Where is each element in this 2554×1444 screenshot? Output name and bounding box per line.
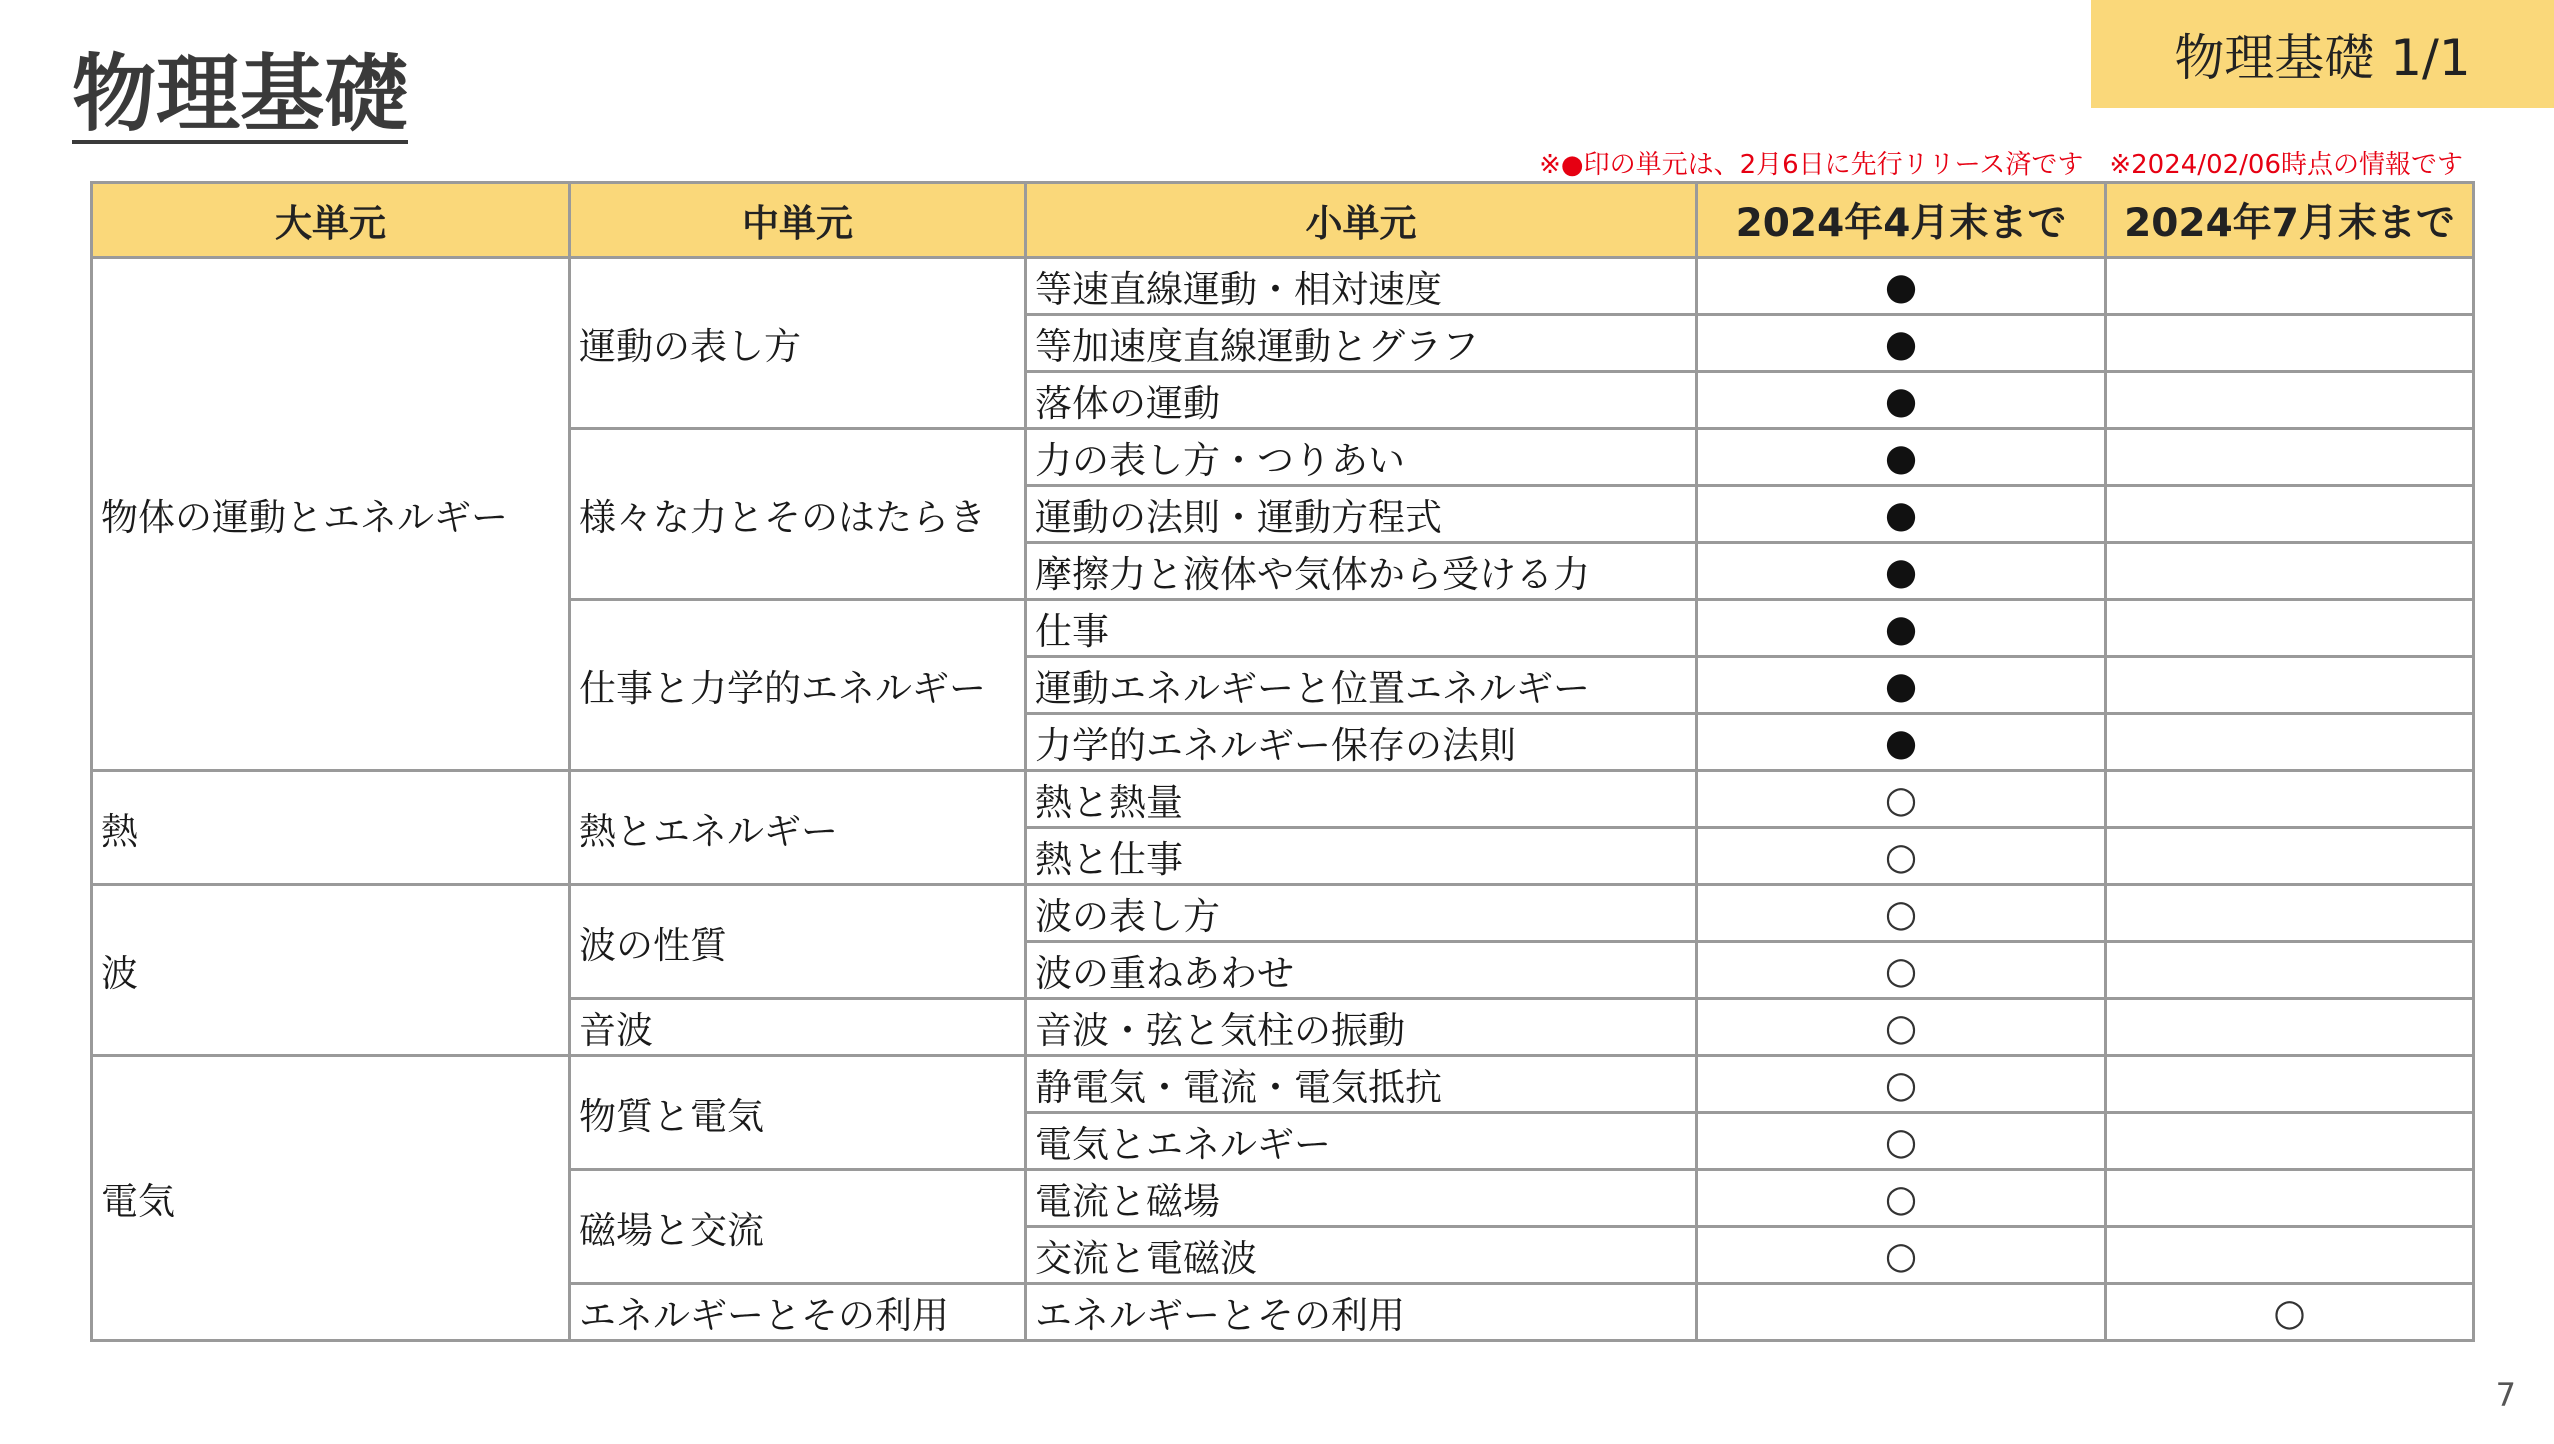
header-large-unit: 大単元 [92,183,570,258]
small-unit-cell: 摩擦力と液体や気体から受ける力 [1026,543,1697,600]
april-mark: ● [1697,714,2106,771]
april-mark: ● [1697,486,2106,543]
july-mark [2106,1170,2474,1227]
page-title: 物理基礎 [72,45,409,143]
april-mark: ● [1697,543,2106,600]
small-unit-cell: 電流と磁場 [1026,1170,1697,1227]
release-note: ※●印の単元は、2月6日に先行リリース済です ※2024/02/06時点の情報です [1539,150,2463,180]
july-mark [2106,258,2474,315]
table-row [92,258,2474,315]
small-unit-cell: 仕事 [1026,600,1697,657]
july-mark [2106,315,2474,372]
april-mark: ● [1697,258,2106,315]
unit-table [90,181,2475,1342]
medium-unit-cell: 磁場と交流 [570,1170,1026,1284]
april-mark: ● [1697,315,2106,372]
july-mark [2106,486,2474,543]
large-unit-cell: 物体の運動とエネルギー [92,258,570,771]
april-mark: ● [1697,372,2106,429]
july-mark: ○ [2106,1284,2474,1341]
july-mark [2106,1113,2474,1170]
large-unit-cell: 電気 [92,1056,570,1341]
april-mark: ○ [1697,1170,2106,1227]
large-unit-cell: 熱 [92,771,570,885]
small-unit-cell: 音波・弦と気柱の振動 [1026,999,1697,1056]
april-mark: ● [1697,600,2106,657]
header-medium-unit: 中単元 [570,183,1026,258]
small-unit-cell: 等加速度直線運動とグラフ [1026,315,1697,372]
medium-unit-cell: 運動の表し方 [570,258,1026,429]
april-mark: ○ [1697,1227,2106,1284]
july-mark [2106,429,2474,486]
july-mark [2106,600,2474,657]
april-mark: ○ [1697,828,2106,885]
april-mark: ○ [1697,885,2106,942]
header-april: 2024年4月末まで [1697,183,2106,258]
small-unit-cell: 熱と熱量 [1026,771,1697,828]
july-mark [2106,543,2474,600]
small-unit-cell: 波の重ねあわせ [1026,942,1697,999]
page-number: 7 [2495,1376,2516,1414]
table-row [92,771,2474,828]
april-mark: ○ [1697,771,2106,828]
april-mark: ○ [1697,1056,2106,1113]
medium-unit-cell: エネルギーとその利用 [570,1284,1026,1341]
april-mark: ○ [1697,942,2106,999]
table-row [92,1056,2474,1113]
april-mark [1697,1284,2106,1341]
july-mark [2106,657,2474,714]
july-mark [2106,885,2474,942]
small-unit-cell: 運動エネルギーと位置エネルギー [1026,657,1697,714]
april-mark: ● [1697,429,2106,486]
medium-unit-cell: 波の性質 [570,885,1026,999]
july-mark [2106,828,2474,885]
medium-unit-cell: 様々な力とそのはたらき [570,429,1026,600]
small-unit-cell: 交流と電磁波 [1026,1227,1697,1284]
header-july: 2024年7月末まで [2106,183,2474,258]
small-unit-cell: 落体の運動 [1026,372,1697,429]
small-unit-cell: 電気とエネルギー [1026,1113,1697,1170]
small-unit-cell: 力の表し方・つりあい [1026,429,1697,486]
medium-unit-cell: 音波 [570,999,1026,1056]
medium-unit-cell: 物質と電気 [570,1056,1026,1170]
medium-unit-cell: 仕事と力学的エネルギー [570,600,1026,771]
table-row [92,885,2474,942]
july-mark [2106,1056,2474,1113]
small-unit-cell: 運動の法則・運動方程式 [1026,486,1697,543]
medium-unit-cell: 熱とエネルギー [570,771,1026,885]
section-label: 物理基礎 1/1 [2091,0,2554,108]
small-unit-cell: エネルギーとその利用 [1026,1284,1697,1341]
small-unit-cell: 静電気・電流・電気抵抗 [1026,1056,1697,1113]
july-mark [2106,999,2474,1056]
small-unit-cell: 等速直線運動・相対速度 [1026,258,1697,315]
small-unit-cell: 波の表し方 [1026,885,1697,942]
table-header-row [92,183,2474,258]
july-mark [2106,1227,2474,1284]
small-unit-cell: 力学的エネルギー保存の法則 [1026,714,1697,771]
small-unit-cell: 熱と仕事 [1026,828,1697,885]
july-mark [2106,714,2474,771]
april-mark: ● [1697,657,2106,714]
header-small-unit: 小単元 [1026,183,1697,258]
july-mark [2106,942,2474,999]
april-mark: ○ [1697,999,2106,1056]
july-mark [2106,372,2474,429]
april-mark: ○ [1697,1113,2106,1170]
july-mark [2106,771,2474,828]
large-unit-cell: 波 [92,885,570,1056]
